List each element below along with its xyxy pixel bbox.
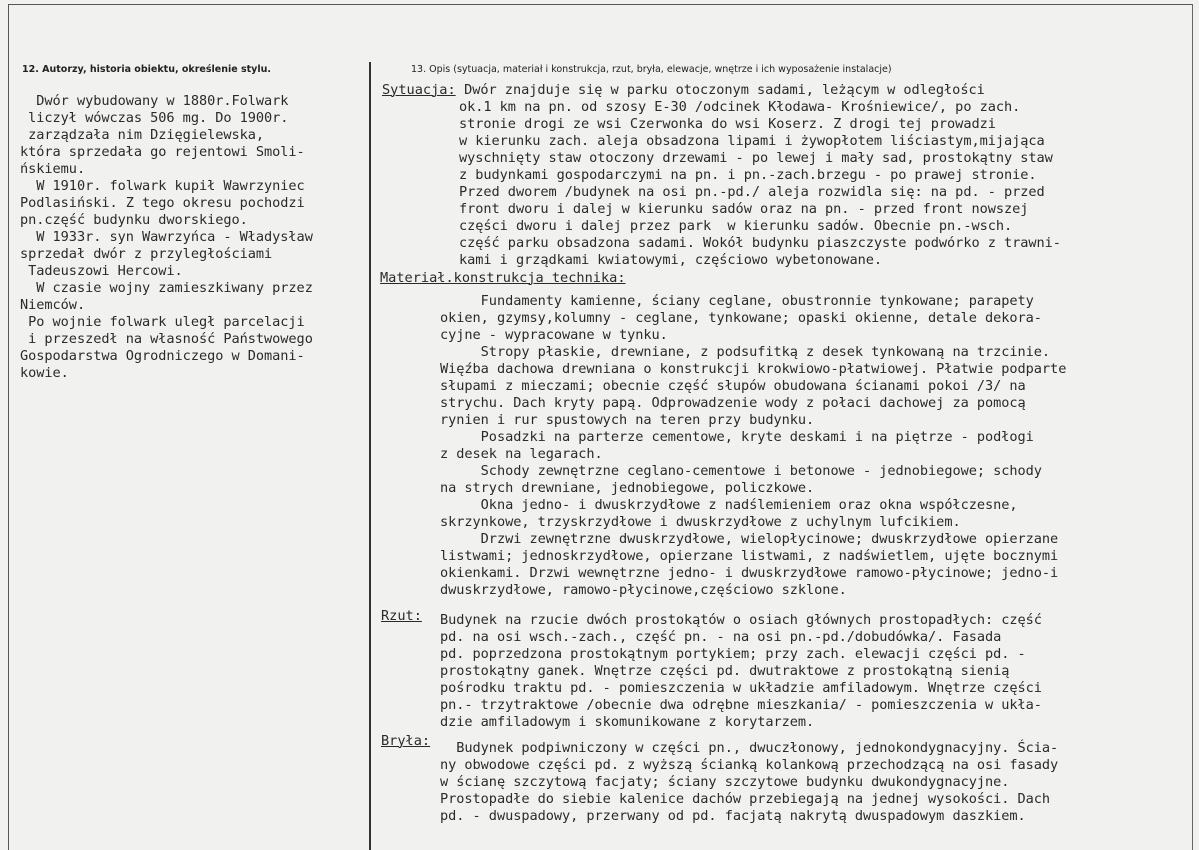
material-line: na strych drewniane, jednobiegowe, policzkowe.: [440, 480, 815, 496]
sytuacja-line: w kierunku zach. aleja obsadzona lipami i żywopłotem liściastym,mijająca: [459, 133, 1045, 149]
sytuacja-line: z budynkami gospodarczymi na pn. i pn.-zach.brzegu - po prawej stronie.: [459, 167, 1037, 183]
sytuacja-line: Przed dworem /budynek na osi pn.-pd./ aleja rozwidla się: na pd. - przed: [459, 184, 1045, 200]
history-line: i przeszedł na własność Państwowego: [20, 331, 313, 347]
material-line: dwuskrzydłowe, ramowo-płycinowe,częściowo szklone.: [440, 582, 847, 598]
history-line: Tadeuszowi Hercowi.: [20, 263, 183, 279]
material-line: Posadzki na parterze cementowe, kryte deskami i na piętrze - podłogi: [440, 429, 1034, 445]
history-line: Podlasiński. Z tego okresu pochodzi: [20, 195, 305, 211]
rzut-line: Budynek na rzucie dwóch prostokątów o osiach głównych prostopadłych: część: [440, 612, 1042, 628]
material-line: skrzynkowe, trzyskrzydłowe i dwuskrzydłowe z uchylnym lufcikiem.: [440, 514, 961, 530]
material-line: słupami z mieczami; obecnie część słupów obudowana ścianami pokoi /3/ na: [440, 378, 1026, 394]
bryla-line: w ścianę szczytową facjaty; ściany szczytowe budynku dwukondygnacyjne.: [440, 774, 1010, 790]
bryla-line: Prostopadłe do siebie kalenice dachów przebiegają na jednej wysokości. Dach: [440, 791, 1051, 807]
right-column-heading: 13. Opis (sytuacja, materiał i konstrukcja, rzut, bryła, elewacje, wnętrze i ich wyposażenie instalacje): [411, 64, 892, 75]
material-line: Więźba dachowa drewniana o konstrukcji krokwiowo-płatwiowej. Płatwie podparte: [440, 361, 1067, 377]
column-divider: [369, 62, 371, 850]
material-line: z desek na legarach.: [440, 446, 603, 462]
history-line: Gospodarstwa Ogrodniczego w Domani-: [20, 348, 305, 364]
history-line: Niemców.: [20, 297, 86, 313]
left-border: [8, 4, 9, 850]
sytuacja-line: Dwór znajduje się w parku otoczonym sadami, leżącym w odległości: [456, 82, 985, 98]
sytuacja-line: kami i grządkami kwiatowymi, częściowo wybetonowane.: [459, 252, 882, 268]
right-border: [1192, 4, 1193, 850]
section-label-material: Materiał.konstrukcja technika:: [380, 270, 626, 286]
material-line: Okna jedno- i dwuskrzydłowe z nadślemieniem oraz okna współczesne,: [440, 497, 1018, 513]
rzut-line: dzie amfiladowym i skomunikowane z korytarzem.: [440, 714, 815, 730]
material-line: rynien i rur spustowych na teren przy budynku.: [440, 412, 815, 428]
section-label-sytuacja: Sytuacja:: [382, 82, 456, 98]
history-line: W czasie wojny zamieszkiwany przez: [20, 280, 313, 296]
sytuacja-line: ok.1 km na pn. od szosy E-30 /odcinek Kłodawa- Krośniewice/, po zach.: [459, 99, 1021, 115]
material-line: okien, gzymsy,kolumny - ceglane, tynkowane; opaski okienne, detale dekora-: [440, 310, 1042, 326]
material-line: Fundamenty kamienne, ściany ceglane, obustronnie tynkowane; parapety: [440, 293, 1034, 309]
material-line: strychu. Dach kryty papą. Odprowadzenie wody z połaci dachowej za pomocą: [440, 395, 1026, 411]
history-line: Po wojnie folwark uległ parcelacji: [20, 314, 305, 330]
history-line: W 1910r. folwark kupił Wawrzyniec: [20, 178, 305, 194]
top-border: [8, 4, 1193, 5]
material-line: cyjne - wypracowane w tynku.: [440, 327, 668, 343]
material-line: listwami; jednoskrzydłowe, opierzane listwami, z nadświetlem, ujęte bocznymi: [440, 548, 1059, 564]
section-label-rzut: Rzut:: [381, 608, 422, 624]
material-line: Drzwi zewnętrzne dwuskrzydłowe, wielopłycinowe; dwuskrzydłowe opierzane: [440, 531, 1059, 547]
history-line: liczył wówczas 506 mg. Do 1900r.: [20, 110, 289, 126]
bryla-line: pd. - dwuspadowy, przerwany od pd. facjatą nakrytą dwuspadowym daszkiem.: [440, 808, 1026, 824]
history-line: sprzedał dwór z przyległościami: [20, 246, 273, 262]
history-line: która sprzedała go rejentowi Smoli-: [20, 144, 305, 160]
history-line: pn.część budynku dworskiego.: [20, 212, 248, 228]
history-line: W 1933r. syn Wawrzyńca - Władysław: [20, 229, 313, 245]
history-line: kowie.: [20, 365, 69, 381]
history-line: ńskiemu.: [20, 161, 86, 177]
history-line: Dwór wybudowany w 1880r.Folwark: [20, 93, 289, 109]
left-column-heading: 12. Autorzy, historia obiektu, określenie stylu.: [22, 64, 271, 75]
section-label-bryla: Bryła:: [381, 733, 431, 749]
rzut-line: pd. poprzedzona prostokątnym portykiem; przy zach. elewacji części pd. -: [440, 646, 1026, 662]
rzut-line: pn.- trzytraktowe /obecnie dwa odrębne mieszkania/ - pomieszczenia w ukła-: [440, 697, 1042, 713]
sytuacja-line: front dworu i dalej w kierunku sadów oraz na pn. - przed front nowszej: [459, 201, 1029, 217]
rzut-line: pośrodku traktu pd. - pomieszczenia w układzie amfiladowym. Wnętrze części: [440, 680, 1042, 696]
material-line: okienkami. Drzwi wewnętrzne jedno- i dwuskrzydłowe ramowo-płycinowe; jedno-i: [440, 565, 1059, 581]
material-line: Stropy płaskie, drewniane, z podsufitką z desek tynkowaną na trzcinie.: [440, 344, 1051, 360]
material-line: Schody zewnętrzne ceglano-cementowe i betonowe - jednobiegowe; schody: [440, 463, 1042, 479]
rzut-line: pd. na osi wsch.-zach., część pn. - na osi pn.-pd./dobudówka/. Fasada: [440, 629, 1002, 645]
bryla-line: Budynek podpiwniczony w części pn., dwuczłonowy, jednokondygnacyjny. Ścia-: [440, 740, 1059, 756]
sytuacja-line: części dworu i dalej przez park w kierunku sadów. Obecnie pn.-wsch.: [459, 218, 1013, 234]
sytuacja-line: część parku obsadzona sadami. Wokół budynku piaszczyste podwórko z trawni-: [459, 235, 1061, 251]
rzut-line: prostokątny ganek. Wnętrze części pd. dwutraktowe z prostokątną sienią: [440, 663, 1010, 679]
bryla-line: ny obwodowe części pd. z wyższą ścianką kolankową przechodzącą na osi fasady: [440, 757, 1059, 773]
history-line: zarządzała nim Dzięgielewska,: [20, 127, 265, 143]
sytuacja-line: stronie drogi ze wsi Czerwonka do wsi Koserz. Z drogi tej prowadzi: [459, 116, 996, 132]
sytuacja-line: wyschnięty staw otoczony drzewami - po lewej i mały sad, prostokątny staw: [459, 150, 1053, 166]
